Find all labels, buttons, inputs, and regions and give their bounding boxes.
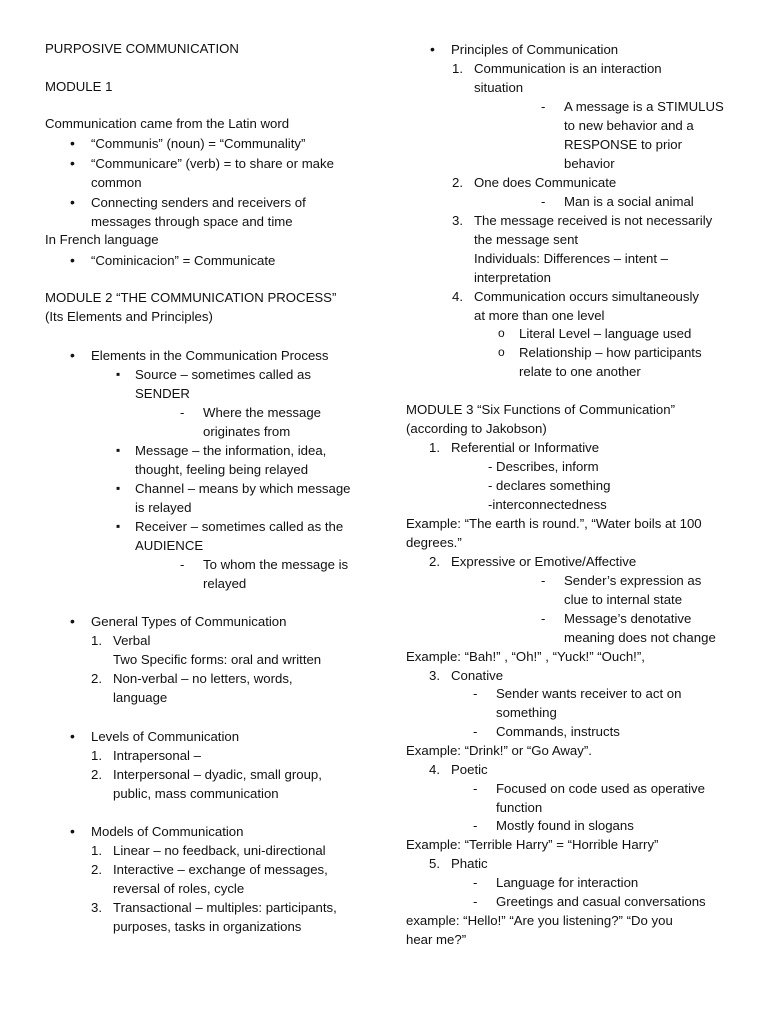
text-line: [406, 400, 675, 419]
line-text: Focused on code used as operative: [496, 781, 705, 796]
line-text: Communication occurs simultaneously: [474, 289, 700, 304]
numbered-item: [91, 898, 337, 917]
line-text: Sender’s expression as: [564, 573, 702, 588]
dash-item: [564, 192, 694, 211]
text-line: [564, 135, 682, 154]
numbered-item: [429, 552, 637, 571]
bullet-item: [91, 346, 328, 365]
numbered-item: [452, 59, 662, 78]
item-number: 1.: [91, 633, 102, 648]
line-text: PURPOSIVE COMMUNICATION: [45, 41, 239, 56]
line-text: relate to one another: [519, 364, 641, 379]
numbered-item: [91, 669, 293, 688]
line-text: Poetic: [451, 762, 488, 777]
line-text: Interpersonal – dyadic, small group,: [113, 767, 322, 782]
bullet-item: [91, 251, 275, 270]
line-text: (Its Elements and Principles): [45, 309, 213, 324]
line-text: Intrapersonal –: [113, 748, 201, 763]
line-text: (according to Jakobson): [406, 421, 547, 436]
line-text: thought, feeling being relayed: [135, 462, 309, 477]
line-text: SENDER: [135, 386, 190, 401]
dash-item: [203, 403, 321, 422]
line-text: Man is a social animal: [564, 194, 694, 209]
line-text: something: [496, 705, 557, 720]
line-text: Where the message: [203, 405, 322, 420]
item-number: 5.: [429, 856, 440, 871]
text-line: [135, 384, 190, 403]
item-number: 2.: [91, 671, 102, 686]
dash-item: [496, 779, 705, 798]
text-line: [406, 911, 673, 930]
line-text: A message is a STIMULUS: [564, 99, 724, 114]
line-text: - Describes, inform: [488, 459, 599, 474]
text-line: [406, 419, 547, 438]
item-number: 2.: [91, 862, 102, 877]
text-line: [488, 476, 610, 495]
line-text: Greetings and casual conversations: [496, 894, 706, 909]
line-text: Interactive – exchange of messages,: [113, 862, 328, 877]
circle-bullet-item: [519, 324, 691, 343]
text-line: [113, 650, 321, 669]
square-bullet-item: [135, 441, 326, 460]
line-text: Connecting senders and receivers of: [91, 195, 306, 210]
line-text: degrees.”: [406, 535, 462, 550]
bullet-item: [91, 727, 239, 746]
line-text: AUDIENCE: [135, 538, 204, 553]
text-line: [45, 288, 336, 307]
numbered-item: [91, 841, 326, 860]
line-text: MODULE 2 “THE COMMUNICATION PROCESS”: [45, 290, 337, 305]
text-line: [45, 307, 213, 326]
line-text: MODULE 3 “Six Functions of Communication”: [406, 402, 675, 417]
text-line: [564, 628, 716, 647]
line-text: behavior: [564, 156, 615, 171]
line-text: Relationship – how participants: [519, 345, 702, 360]
line-text: Elements in the Communication Process: [91, 348, 329, 363]
item-number: 2.: [91, 767, 102, 782]
text-line: [496, 703, 557, 722]
text-line: [519, 362, 641, 381]
text-line: [474, 78, 523, 97]
square-bullet-item: [135, 479, 351, 498]
text-line: [45, 39, 239, 58]
line-text: Literal Level – language used: [519, 326, 692, 341]
line-text: Example: “Bah!” , “Oh!” , “Yuck!” “Ouch!”,: [406, 649, 645, 664]
line-text: messages through space and time: [91, 214, 293, 229]
text-line: [406, 835, 658, 854]
line-text: is relayed: [135, 500, 192, 515]
circle-bullet-item: [519, 343, 702, 362]
line-text: “Cominicacion” = Communicate: [91, 253, 276, 268]
line-text: relayed: [203, 576, 247, 591]
item-number: 4.: [429, 762, 440, 777]
text-line: [474, 249, 668, 268]
text-line: [474, 268, 551, 287]
line-text: Conative: [451, 668, 504, 683]
line-text: Example: “The earth is round.”, “Water boils at 100: [406, 516, 702, 531]
line-text: Receiver – sometimes called as the: [135, 519, 344, 534]
line-text: Levels of Communication: [91, 729, 240, 744]
line-text: RESPONSE to prior: [564, 137, 682, 152]
item-number: 1.: [429, 440, 440, 455]
text-line: [135, 460, 308, 479]
line-text: - declares something: [488, 478, 611, 493]
text-line: [113, 688, 167, 707]
text-line: [113, 879, 244, 898]
line-text: to new behavior and a: [564, 118, 694, 133]
numbered-item: [429, 854, 488, 873]
line-text: “Communis” (noun) = “Communality”: [91, 136, 306, 151]
line-text: Models of Communication: [91, 824, 244, 839]
line-text: -interconnectedness: [488, 497, 607, 512]
line-text: language: [113, 690, 168, 705]
item-number: 4.: [452, 289, 463, 304]
numbered-item: [91, 631, 151, 650]
text-line: [488, 495, 607, 514]
text-line: [113, 784, 279, 803]
item-number: 2.: [429, 554, 440, 569]
line-text: public, mass communication: [113, 786, 279, 801]
line-text: Communication is an interaction: [474, 61, 662, 76]
line-text: Communication came from the Latin word: [45, 116, 290, 131]
text-line: [406, 741, 592, 760]
line-text: Commands, instructs: [496, 724, 620, 739]
line-text: MODULE 1: [45, 79, 113, 94]
numbered-item: [452, 211, 713, 230]
line-text: at more than one level: [474, 308, 605, 323]
numbered-item: [91, 765, 322, 784]
numbered-item: [91, 746, 201, 765]
line-text: Referential or Informative: [451, 440, 600, 455]
bullet-item: [91, 822, 243, 841]
dash-item: [496, 722, 620, 741]
dash-item: [496, 892, 706, 911]
text-line: [474, 230, 578, 249]
text-line: [203, 574, 246, 593]
line-text: Source – sometimes called as: [135, 367, 311, 382]
text-line: [406, 514, 702, 533]
numbered-item: [452, 173, 617, 192]
line-text: Channel – means by which message: [135, 481, 351, 496]
line-text: Linear – no feedback, uni-directional: [113, 843, 326, 858]
line-text: Principles of Communication: [451, 42, 619, 57]
text-line: [474, 306, 605, 325]
line-text: In French language: [45, 232, 159, 247]
square-bullet-item: [135, 517, 343, 536]
text-line: [406, 930, 466, 949]
line-text: clue to internal state: [564, 592, 683, 607]
text-line: [488, 457, 599, 476]
item-number: 1.: [452, 61, 463, 76]
line-text: The message received is not necessarily: [474, 213, 713, 228]
line-text: To whom the message is: [203, 557, 349, 572]
dash-item: [496, 684, 681, 703]
line-text: General Types of Communication: [91, 614, 287, 629]
line-text: interpretation: [474, 270, 551, 285]
text-line: [45, 77, 112, 96]
line-text: purposes, tasks in organizations: [113, 919, 302, 934]
line-text: Sender wants receiver to act on: [496, 686, 682, 701]
line-text: Example: “Drink!” or “Go Away”.: [406, 743, 592, 758]
dash-item: [564, 97, 724, 116]
dash-item: [564, 571, 701, 590]
text-line: [203, 422, 290, 441]
line-text: Example: “Terrible Harry” = “Horrible Harry”: [406, 837, 659, 852]
numbered-item: [452, 287, 700, 306]
numbered-item: [429, 666, 504, 685]
line-text: Language for interaction: [496, 875, 639, 890]
text-line: [113, 917, 301, 936]
square-bullet-item: [135, 365, 311, 384]
text-line: [564, 116, 694, 135]
numbered-item: [429, 760, 488, 779]
item-number: 1.: [91, 748, 102, 763]
bullet-item: [91, 134, 305, 153]
item-number: 1.: [91, 843, 102, 858]
text-line: [496, 798, 542, 817]
line-text: Phatic: [451, 856, 488, 871]
line-text: Transactional – multiples: participants,: [113, 900, 337, 915]
line-text: One does Communicate: [474, 175, 617, 190]
line-text: Mostly found in slogans: [496, 818, 634, 833]
bullet-item: [91, 154, 334, 173]
line-text: Message’s denotative: [564, 611, 692, 626]
line-text: Individuals: Differences – intent –: [474, 251, 669, 266]
dash-item: [496, 873, 638, 892]
text-line: [135, 536, 203, 555]
bullet-item: [91, 193, 306, 212]
item-number: 2.: [452, 175, 463, 190]
line-text: meaning does not change: [564, 630, 716, 645]
dash-item: [203, 555, 348, 574]
line-text: “Communicare” (verb) = to share or make: [91, 156, 334, 171]
text-line: [91, 173, 142, 192]
numbered-item: [91, 860, 328, 879]
line-text: Expressive or Emotive/Affective: [451, 554, 637, 569]
line-text: reversal of roles, cycle: [113, 881, 245, 896]
text-line: [91, 212, 293, 231]
line-text: Verbal: [113, 633, 151, 648]
line-text: situation: [474, 80, 524, 95]
line-text: Two Specific forms: oral and written: [113, 652, 322, 667]
line-text: Message – the information, idea,: [135, 443, 327, 458]
item-number: 3.: [452, 213, 463, 228]
line-text: originates from: [203, 424, 291, 439]
bullet-item: [451, 40, 618, 59]
dash-item: [564, 609, 691, 628]
text-line: [45, 230, 159, 249]
line-text: example: “Hello!” “Are you listening?” “Do you: [406, 913, 673, 928]
line-text: hear me?”: [406, 932, 467, 947]
dash-item: [496, 816, 634, 835]
text-line: [45, 114, 289, 133]
line-text: common: [91, 175, 142, 190]
bullet-item: [91, 612, 286, 631]
item-number: 3.: [429, 668, 440, 683]
text-line: [135, 498, 191, 517]
line-text: the message sent: [474, 232, 579, 247]
item-number: 3.: [91, 900, 102, 915]
line-text: function: [496, 800, 543, 815]
text-line: [406, 647, 645, 666]
line-text: Non-verbal – no letters, words,: [113, 671, 293, 686]
text-line: [564, 154, 615, 173]
numbered-item: [429, 438, 600, 457]
text-line: [564, 590, 682, 609]
text-line: [406, 533, 462, 552]
